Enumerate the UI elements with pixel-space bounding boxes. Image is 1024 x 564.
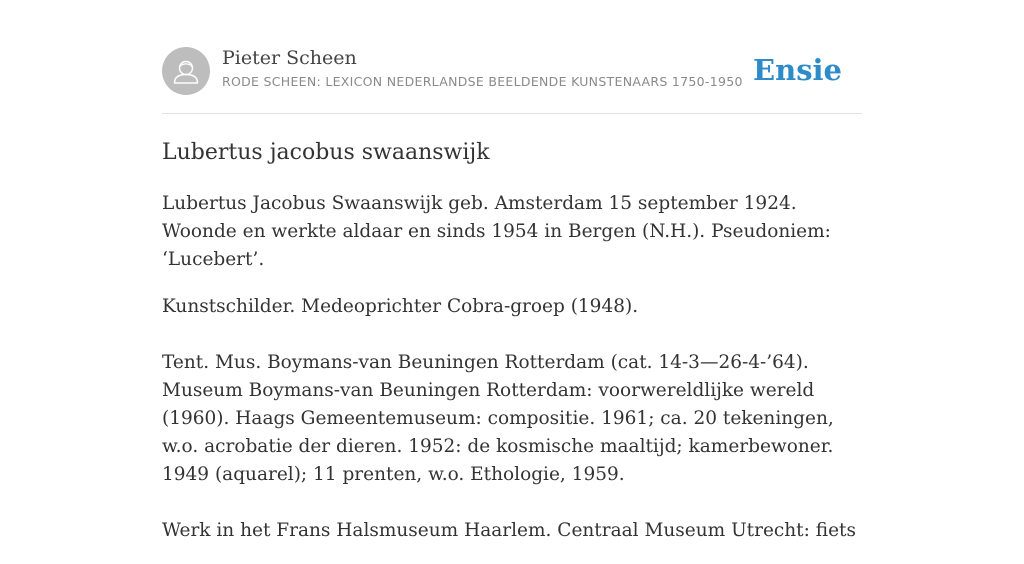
author-header (162, 46, 862, 96)
user-silhouette-icon (162, 47, 210, 95)
article-body (162, 190, 862, 564)
paragraph: Lubertus Jacobus Swaanswijk geb. Amsterdam 15 september 1924. Woonde en werkte aldaar en sinds 1954 in Bergen (N.H.). Pseudoniem: ‘Lucebert’. (162, 193, 831, 270)
author-name[interactable]: Pieter Scheen (222, 47, 357, 69)
source-title[interactable]: RODE SCHEEN: LEXICON NEDERLANDSE BEELDENDE KUNSTENAARS 1750-1950 (222, 74, 743, 89)
page (162, 0, 862, 541)
paragraph: Tent. Mus. Boymans-van Beuningen Rotterdam (cat. 14-3—26-4-’64). Museum Boymans-van Beuningen Rotterdam: voorwereldlijke wereld (1960). Haags Gemeentemuseum: compositie. 1961; ca. 20 tekeningen, w.o. acrobatie der dieren. 1952: de kosmische maaltijd; kamerbewoner. 1949 (aquarel); 11 prenten, w.o. Ethologie, 1959. (162, 352, 834, 485)
ensie-logo[interactable]: Ensie (753, 53, 842, 87)
article-title: Lubertus jacobus swaanswijk (162, 140, 490, 165)
paragraph: Werk in het Frans Halsmuseum Haarlem. Centraal Museum Utrecht: fiets (162, 520, 856, 541)
author-avatar[interactable] (162, 47, 210, 95)
header-divider (162, 113, 862, 114)
paragraph: Kunstschilder. Medeoprichter Cobra-groep (1948). (162, 296, 639, 317)
